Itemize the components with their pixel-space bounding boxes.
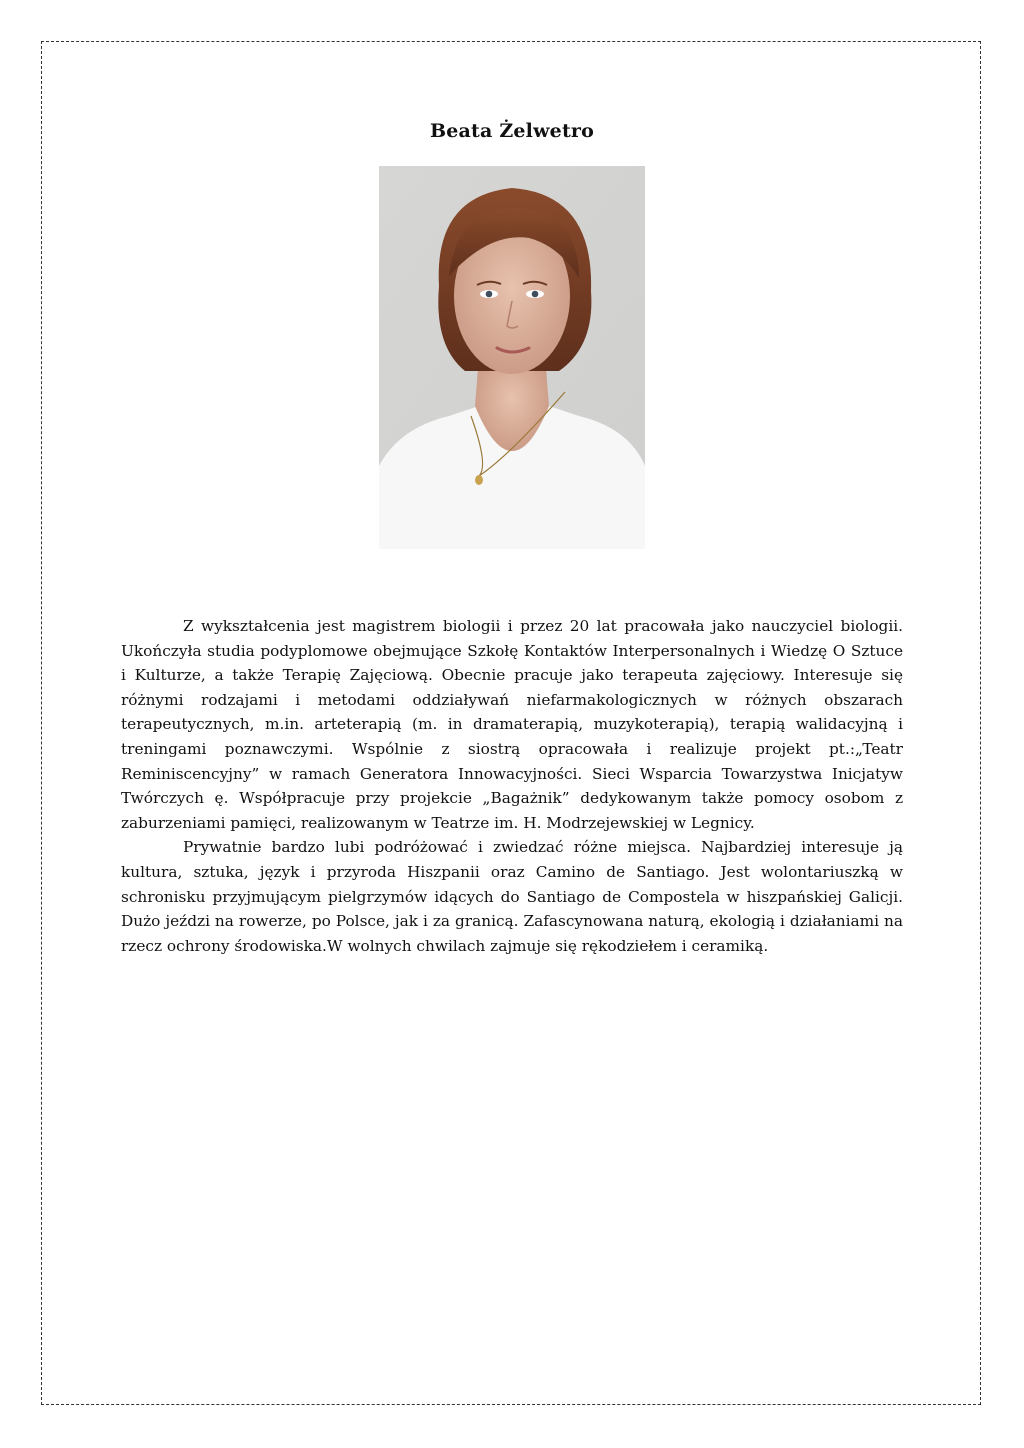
biography-text [121, 614, 903, 958]
portrait-photo [379, 166, 645, 549]
biography-paragraph: Z wykształcenia jest magistrem biologii i przez 20 lat pracowała jako nauczyciel biologii. Ukończyła studia podyplomowe obejmujące Szkołę Kontaktów Interpersonalnych i Wiedzę O Sztuce i Kulturze, a także Terapię Zajęciową. Obecnie pracuje jako terapeuta zajęciowy. Interesuje się różnymi rodzajami i metodami oddziaływań niefarmakologicznych w różnych obszarach terapeutycznych, m.in. arteterapią (m. in dramaterapią, muzykoterapią), terapią walidacyjną i treningami poznawczymi. Wspólnie z siostrą opracowała i realizuje projekt pt.:„Teatr Reminiscencyjny” w ramach Generatora Innowacyjności. Sieci Wsparcia Towarzystwa Inicjatyw Twórczych ę. Współpracuje przy projekcie „Bagażnik” dedykowanym także pomocy osobom z zaburzeniami pamięci, realizowanym w Teatrze im. H. Modrzejewskiej w Legnicy. [121, 617, 903, 832]
portrait-image [379, 166, 645, 549]
page-title: Beata Żelwetro [429, 120, 595, 142]
biography-paragraph: Prywatnie bardzo lubi podróżować i zwiedzać różne miejsca. Najbardziej interesuje ją kultura, sztuka, język i przyroda Hiszpanii oraz Camino de Santiago. Jest wolontariuszką w schronisku przyjmującym pielgrzymów idących do Santiago de Compostela w hiszpańskiej Galicji. Dużo jeździ na rowerze, po Polsce, jak i za granicą. Zafascynowana naturą, ekologią i działaniami na rzecz ochrony środowiska.W wolnych chwilach zajmuje się rękodziełem i ceramiką. [121, 838, 903, 955]
